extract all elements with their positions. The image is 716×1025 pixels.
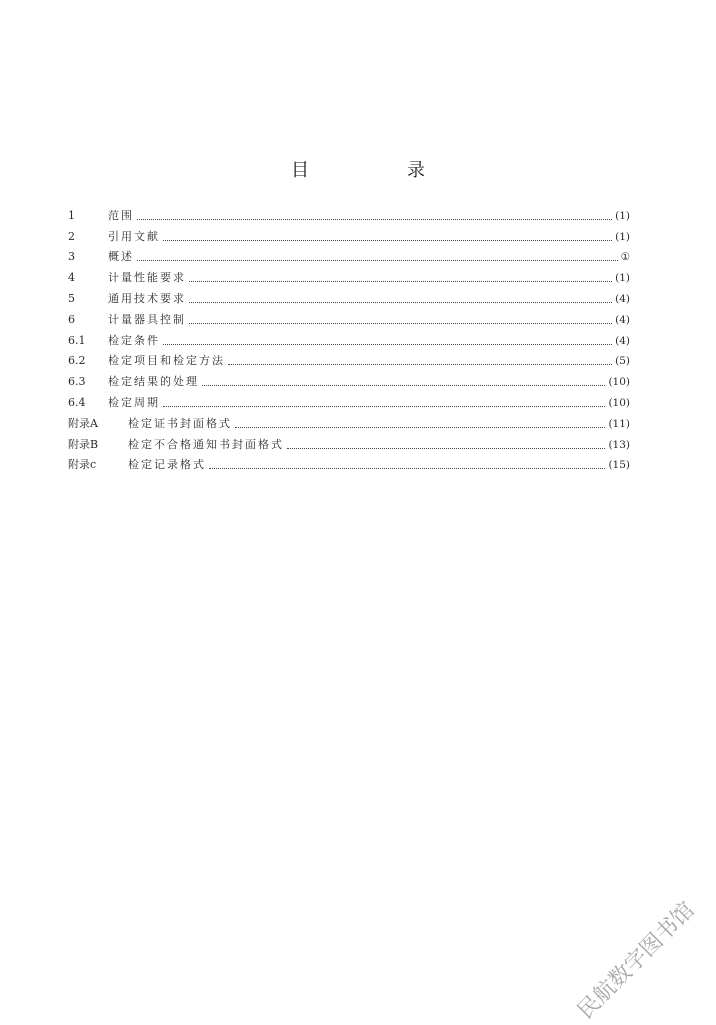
toc-row[interactable]: [68, 368, 630, 389]
toc-number: 6.4: [68, 395, 86, 409]
toc-number: 4: [68, 271, 75, 285]
dot-leader: [137, 260, 618, 261]
toc-title: 范围: [108, 208, 134, 222]
toc-page-number: (10): [608, 376, 630, 389]
table-of-contents: [68, 202, 630, 472]
toc-number: 2: [68, 229, 75, 243]
toc-row[interactable]: [68, 452, 630, 473]
toc-title: 检定结果的处理: [108, 375, 199, 389]
dot-leader: [163, 406, 605, 407]
toc-row[interactable]: [68, 264, 630, 285]
toc-number: 附录A: [68, 416, 98, 430]
toc-number: 6.2: [68, 354, 86, 368]
toc-title: 检定证书封面格式: [128, 416, 232, 430]
toc-number: 5: [68, 291, 75, 305]
toc-row[interactable]: [68, 223, 630, 244]
toc-title: 检定条件: [108, 333, 160, 347]
toc-page-number: (5): [615, 355, 630, 368]
toc-row[interactable]: [68, 348, 630, 369]
dot-leader: [235, 427, 605, 428]
dot-leader: [209, 468, 605, 469]
toc-page-number: (4): [615, 334, 630, 347]
dot-leader: [202, 385, 605, 386]
page-title: 目 录: [291, 160, 465, 181]
toc-title: 计量器具控制: [108, 312, 186, 326]
toc-page-number: (13): [608, 438, 630, 451]
toc-page-number: ①: [620, 251, 630, 264]
toc-page-number: (10): [608, 396, 630, 409]
toc-number: 6: [68, 312, 75, 326]
dot-leader: [189, 302, 612, 303]
toc-number: 3: [68, 250, 75, 264]
toc-number: 6.3: [68, 375, 86, 389]
toc-title: 计量性能要求: [108, 271, 186, 285]
toc-row[interactable]: [68, 285, 630, 306]
dot-leader: [228, 364, 612, 365]
dot-leader: [189, 323, 612, 324]
toc-row[interactable]: [68, 202, 630, 223]
toc-row[interactable]: [68, 244, 630, 265]
toc-number: 6.1: [68, 333, 86, 347]
dot-leader: [189, 281, 612, 282]
dot-leader: [163, 240, 612, 241]
dot-leader: [137, 219, 612, 220]
toc-page-number: (4): [615, 292, 630, 305]
watermark: 民航数字图书馆: [573, 897, 700, 1025]
toc-number: 附录B: [68, 437, 99, 451]
dot-leader: [163, 344, 612, 345]
toc-page-number: (1): [615, 230, 630, 243]
toc-title: 检定记录格式: [128, 458, 206, 472]
toc-page-number: (4): [615, 313, 630, 326]
toc-number: 附录c: [68, 458, 97, 472]
dot-leader: [287, 448, 605, 449]
toc-page-number: (1): [615, 272, 630, 285]
toc-page-number: (1): [615, 209, 630, 222]
toc-title: 通用技术要求: [108, 291, 186, 305]
toc-row[interactable]: [68, 389, 630, 410]
toc-title: 检定项目和检定方法: [108, 354, 225, 368]
toc-row[interactable]: [68, 306, 630, 327]
toc-page-number: (11): [608, 417, 630, 430]
toc-page-number: (15): [608, 459, 630, 472]
toc-title: 概述: [108, 250, 134, 264]
toc-title: 检定周期: [108, 395, 160, 409]
toc-number: 1: [68, 208, 75, 222]
toc-title: 引用文献: [108, 229, 160, 243]
toc-row[interactable]: [68, 431, 630, 452]
toc-row[interactable]: [68, 327, 630, 348]
toc-row[interactable]: [68, 410, 630, 431]
toc-title: 检定不合格通知书封面格式: [128, 437, 284, 451]
